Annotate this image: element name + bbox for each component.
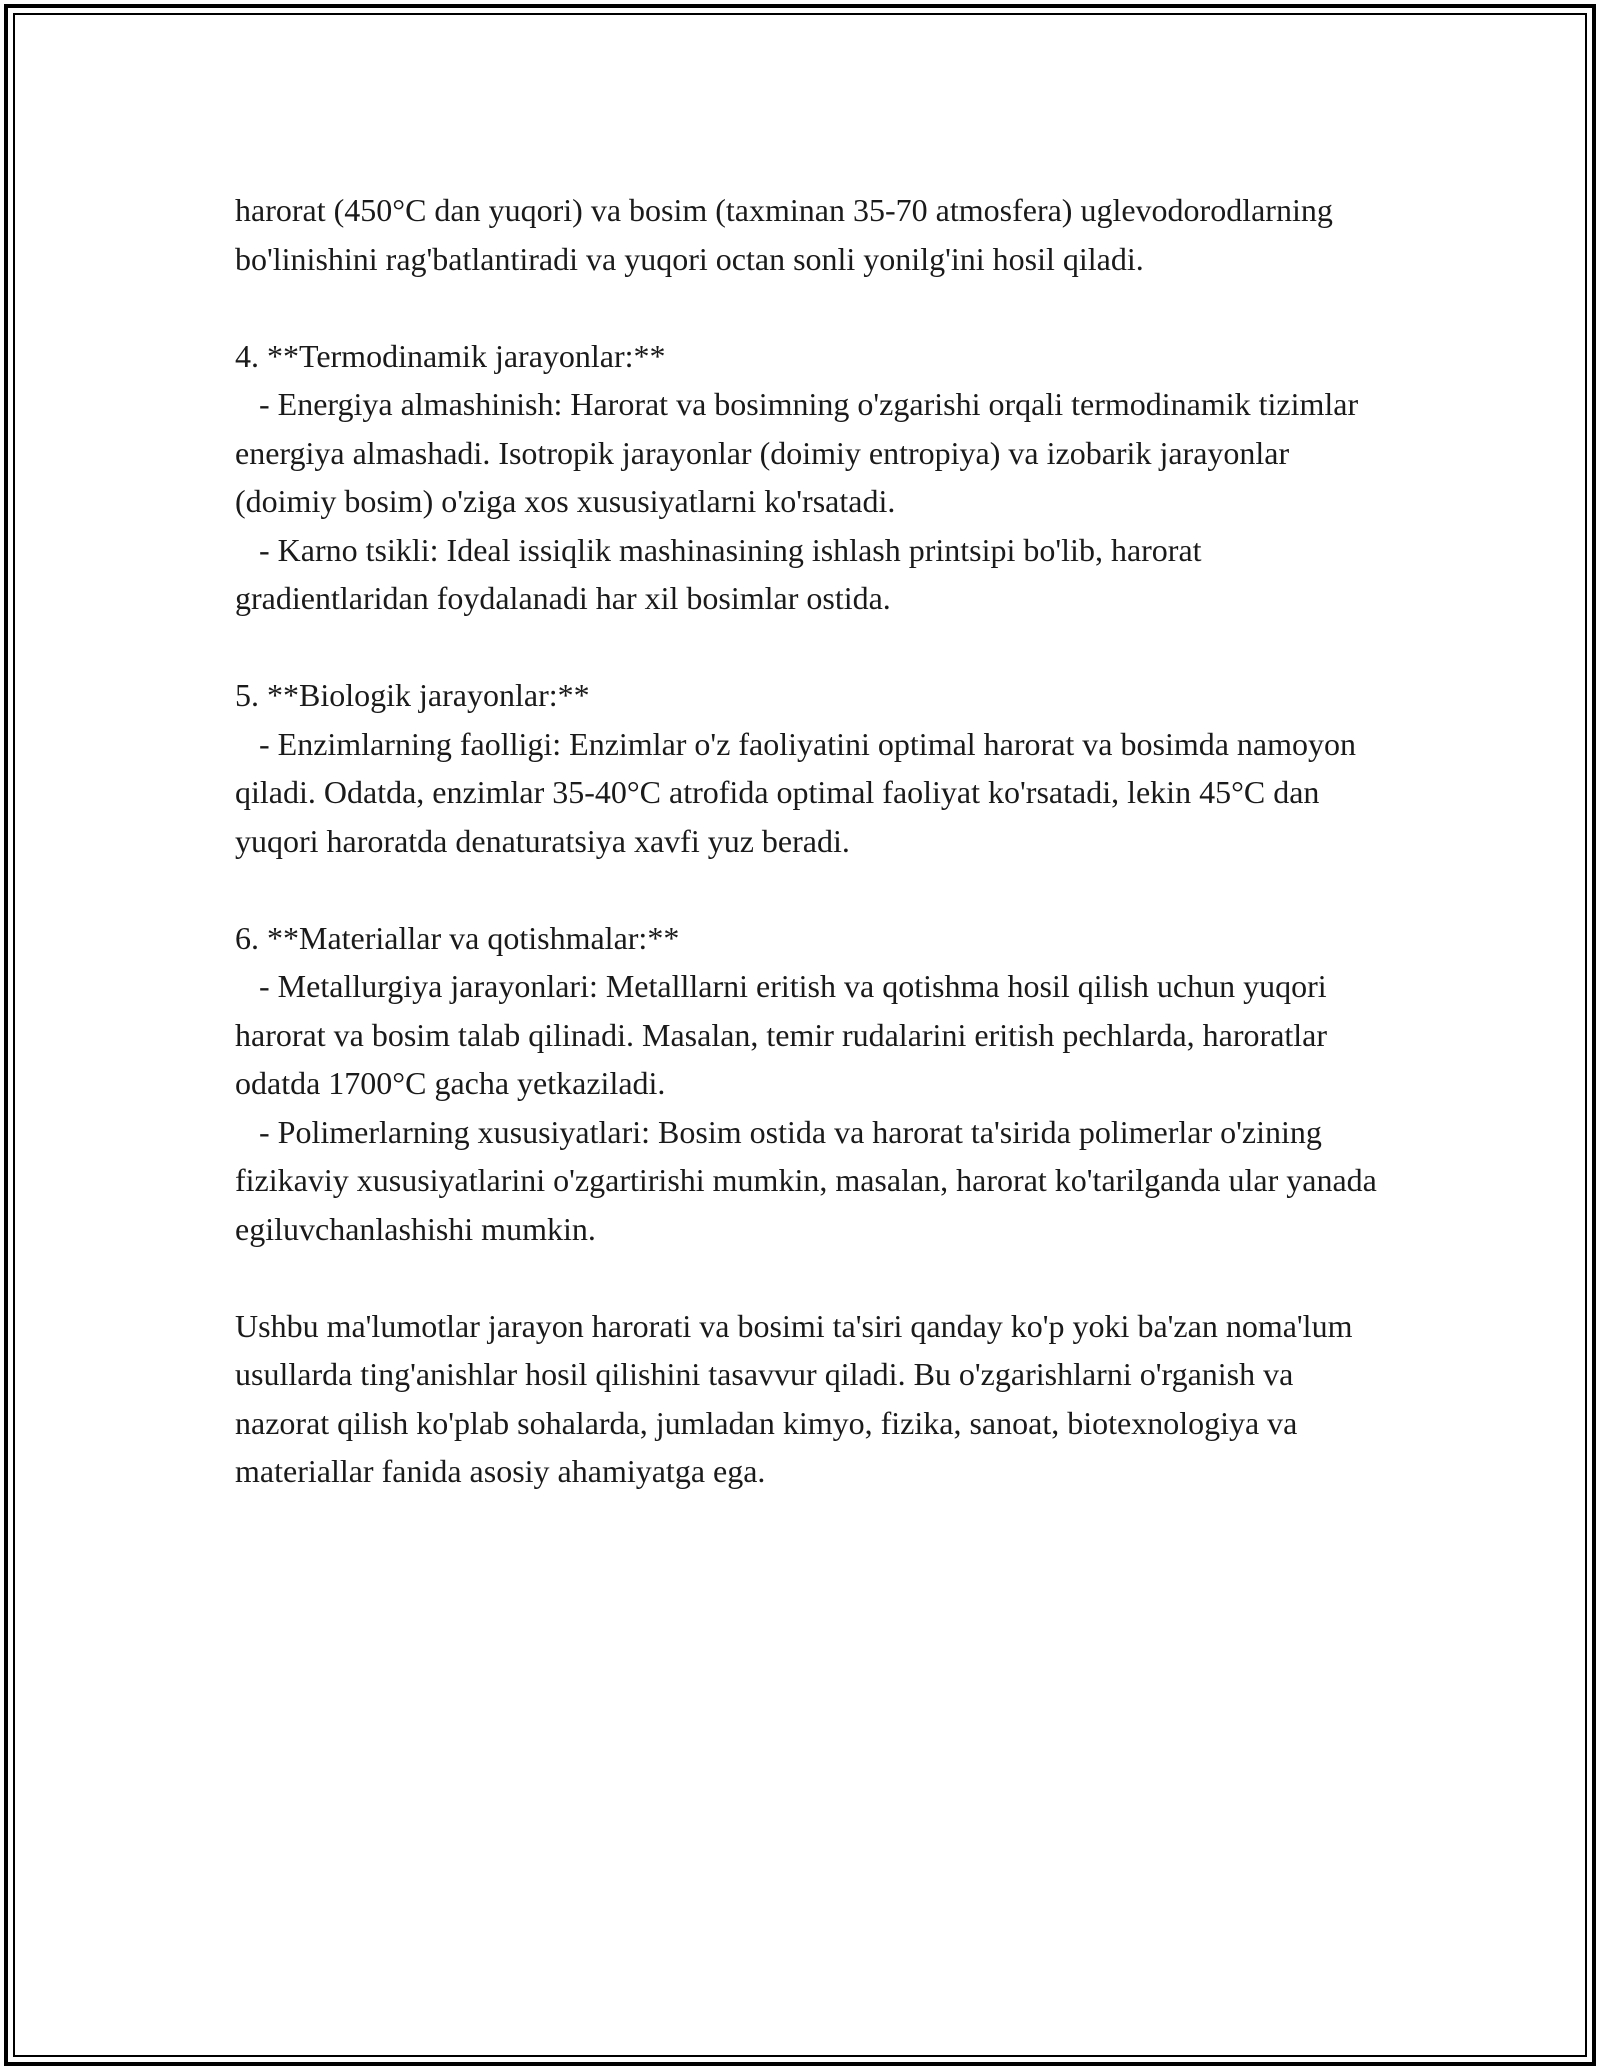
section-4-item-energy-exchange: - Energiya almashinish: Harorat va bosimning o'zgarishi orqali termodinamik tizimlar energiya almashadi. Isotropik jarayonlar (doimiy entropiya) va izobarik jarayonlar (doimiy bosim) o'ziga xos xususiyatlarni ko'rsatadi. <box>235 386 1367 519</box>
paragraph-gap <box>235 283 1385 332</box>
section-5-item-enzyme-activity: - Enzimlarning faolligi: Enzimlar o'z faoliyatini optimal harorat va bosimda namoyon qiladi. Odatda, enzimlar 35-40°C atrofida optimal faoliyat ko'rsatadi, lekin 45°C dan yuqori haroratda denaturatsiya xavfi yuz beradi. <box>235 725 1365 859</box>
section-4-item-carnot-cycle: - Karno tsikli: Ideal issiqlik mashinasining ishlash printsipi bo'lib, harorat gradientlaridan foydalanadi har xil bosimlar ostida. <box>235 531 1210 616</box>
section-6-item-metallurgy: - Metallurgiya jarayonlari: Metalllarni eritish va qotishma hosil qilish uchun yuqori harorat va bosim talab qilinadi. Masalan, temir rudalarini eritish pechlarda, haroratlar odatda 1700°C gacha yetkaziladi. <box>235 968 1336 1101</box>
conclusion-paragraph: Ushbu ma'lumotlar jarayon harorati va bosimi ta'siri qanday ko'p yoki ba'zan noma'lum usullarda ting'anishlar hosil qilishini tasavvur qiladi. Bu o'zgarishlarni o'rganish va nazorat qilish ko'plab sohalarda, jumladan kimyo, fizika, sanoat, biotexnologiya va materiallar fanida asosiy ahamiyatga ega. <box>235 1307 1361 1489</box>
paragraph-gap <box>235 865 1385 914</box>
section-4-heading: 4. **Termodinamik jarayonlar:** <box>235 337 666 374</box>
section-5-heading: 5. **Biologik jarayonlar:** <box>235 677 590 713</box>
paragraph-gap <box>235 1253 1385 1302</box>
document-body <box>235 186 1385 1496</box>
intro-continuation-paragraph: harorat (450°C dan yuqori) va bosim (taxminan 35-70 atmosfera) uglevodorodlarning bo'linishini rag'batlantiradi va yuqori octan sonli yonilg'ini hosil qiladi. <box>235 192 1341 277</box>
section-6-heading: 6. **Materiallar va qotishmalar:** <box>235 919 680 956</box>
paragraph-gap <box>235 623 1385 672</box>
section-6-item-polymers: - Polimerlarning xususiyatlari: Bosim ostida va harorat ta'sirida polimerlar o'zining fizikaviy xususiyatlarini o'zgartirishi mumkin, masalan, harorat ko'tarilganda ular yanada egiluvchanlashishi mumkin. <box>235 1113 1385 1247</box>
